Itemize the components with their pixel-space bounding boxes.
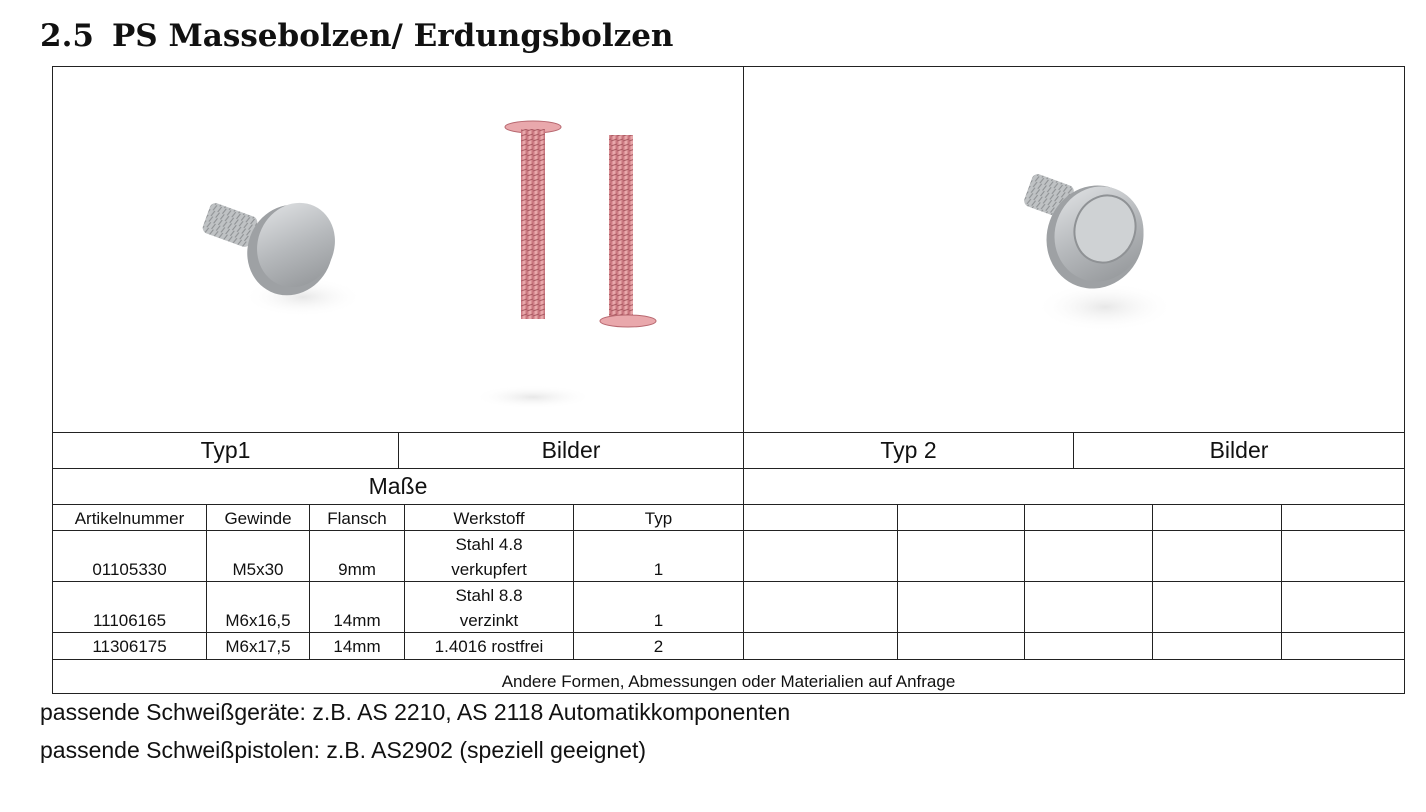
- compatible-guns: passende Schweißpistolen: z.B. AS2902 (speziell geeignet): [40, 737, 647, 763]
- table-row-2-artikel: 11106165: [92, 611, 167, 630]
- table-row-2-flansch: 14mm: [333, 611, 381, 630]
- divider: [743, 67, 744, 659]
- caption-typ2: Typ 2: [880, 437, 937, 463]
- table-row-1-gewinde: M5x30: [232, 560, 284, 579]
- divider: [53, 504, 1404, 505]
- divider: [1281, 504, 1282, 659]
- masse-label: Maße: [368, 473, 428, 499]
- flanged-stud-icon: [1023, 172, 1175, 332]
- table-row-3-gewinde: M6x17,5: [225, 637, 291, 656]
- header-typ: Typ: [644, 509, 673, 528]
- table-row-3-typ: 2: [653, 637, 664, 656]
- table-row-2-werkstoff-2: verzinkt: [459, 611, 519, 630]
- availability-note: Andere Formen, Abmessungen oder Materialien auf Anfrage: [501, 672, 956, 691]
- copper-stud-icon: [473, 121, 593, 409]
- table-row-1-artikel: 01105330: [92, 560, 167, 579]
- table-row-3-flansch: 14mm: [333, 637, 381, 656]
- section-number: 2.5: [40, 18, 94, 54]
- table-row-3-artikel: 11306175: [92, 637, 167, 656]
- table-row-2-gewinde: M6x16,5: [225, 611, 291, 630]
- copper-stud-icon: [600, 135, 656, 327]
- divider: [53, 632, 1404, 633]
- header-gewinde: Gewinde: [224, 509, 292, 528]
- table-row-3-werkstoff-1: 1.4016 rostfrei: [434, 637, 544, 656]
- table-row-2-werkstoff-1: Stahl 8.8: [455, 586, 523, 605]
- caption-bilder-left: Bilder: [541, 437, 601, 463]
- table-row-1-typ: 1: [653, 560, 664, 579]
- flat-head-stud-icon: [201, 190, 363, 317]
- divider: [1024, 504, 1025, 659]
- left-image-panel: [53, 67, 743, 432]
- divider: [53, 432, 1404, 433]
- table-row-1-flansch: 9mm: [338, 560, 376, 579]
- section-heading: [40, 18, 673, 54]
- divider: [1152, 504, 1153, 659]
- divider: [53, 530, 1404, 531]
- divider: [53, 659, 1404, 660]
- product-table: [52, 66, 1405, 694]
- header-flansch: Flansch: [327, 509, 387, 528]
- caption-typ1: Typ1: [200, 437, 251, 463]
- table-row-1-werkstoff-2: verkupfert: [451, 560, 527, 579]
- divider: [53, 468, 1404, 469]
- right-image-panel: [745, 67, 1405, 432]
- header-werkstoff: Werkstoff: [453, 509, 525, 528]
- divider: [897, 504, 898, 659]
- table-row-2-typ: 1: [653, 611, 664, 630]
- header-artikelnummer: Artikelnummer: [74, 509, 185, 528]
- section-title: PS Massebolzen/ Erdungsbolzen: [112, 18, 674, 54]
- caption-bilder-right: Bilder: [1209, 437, 1269, 463]
- table-row-1-werkstoff-1: Stahl 4.8: [455, 535, 523, 554]
- divider: [53, 581, 1404, 582]
- compatible-welders: passende Schweißgeräte: z.B. AS 2210, AS 2118 Automatikkomponenten: [40, 699, 791, 725]
